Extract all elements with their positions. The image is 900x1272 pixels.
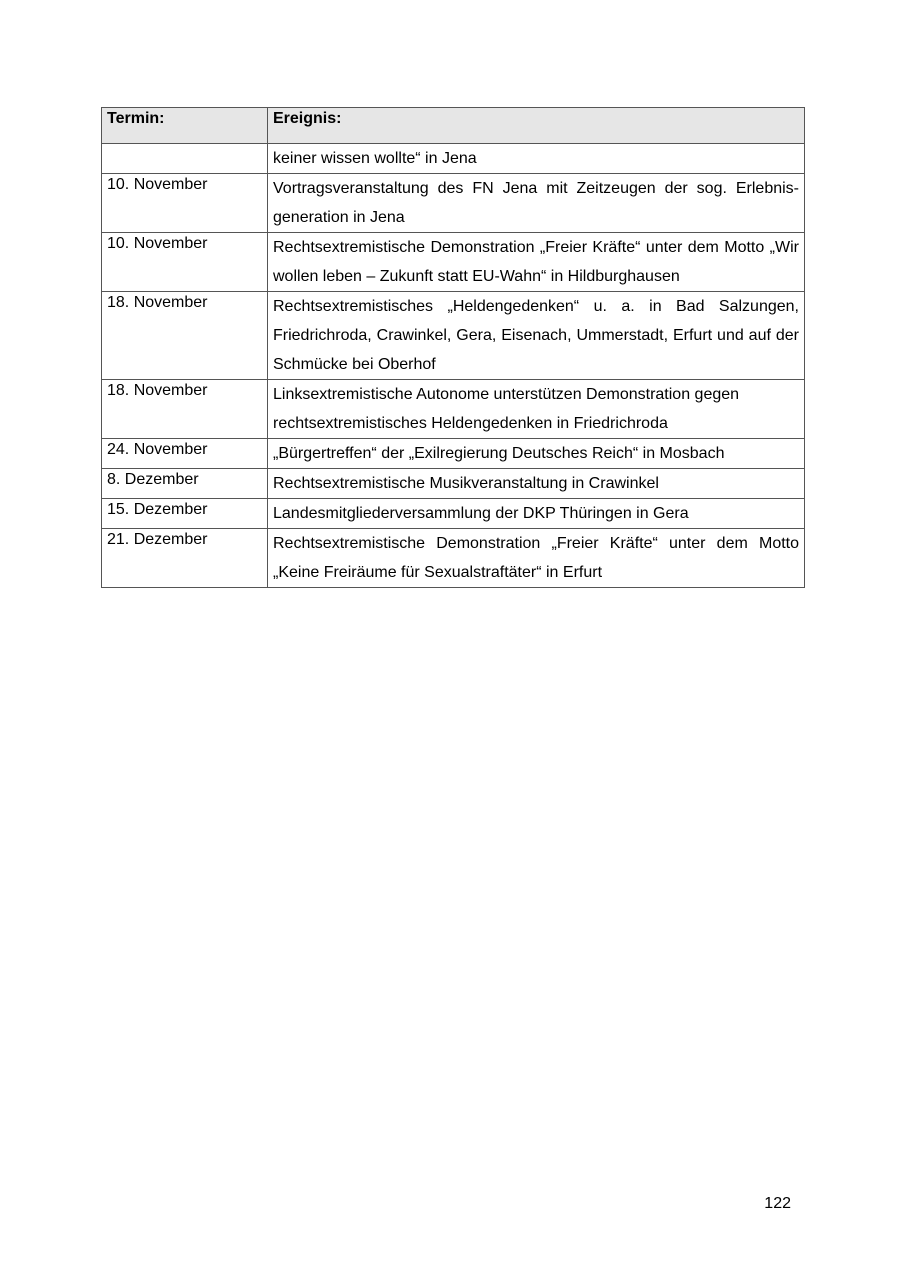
header-event: Ereignis: — [268, 108, 805, 144]
row-date: 18. November — [102, 380, 268, 439]
table-row — [102, 380, 805, 439]
row-event: „Bürgertreffen“ der „Exilregierung Deutsches Reich“ in Mosbach — [268, 439, 805, 469]
row-date: 10. November — [102, 174, 268, 233]
row-date: 21. Dezember — [102, 529, 268, 588]
row-date: 18. November — [102, 292, 268, 380]
table-row — [102, 439, 805, 469]
table-row — [102, 233, 805, 292]
table-header-row — [102, 108, 805, 144]
table-row — [102, 174, 805, 233]
table-row — [102, 529, 805, 588]
row-event: Rechtsextremistische Demonstration „Freier Kräfte“ unter dem Motto „Keine Freiräume für Sexualstraftäter“ in Erfurt — [268, 529, 805, 588]
row-event: Linksextremistische Autonome unterstützen Demonstration gegen rechtsextremistisches Heldengedenken in Friedrichroda — [268, 380, 805, 439]
table-row — [102, 469, 805, 499]
row-date: 15. Dezember — [102, 499, 268, 529]
table-row — [102, 292, 805, 380]
row-date: 24. November — [102, 439, 268, 469]
events-table — [101, 107, 805, 588]
row-date — [102, 144, 268, 174]
row-date: 8. Dezember — [102, 469, 268, 499]
row-event: Vortragsveranstaltung des FN Jena mit Zeitzeugen der sog. Erlebnis-generation in Jena — [268, 174, 805, 233]
row-event: Rechtsextremistische Demonstration „Freier Kräfte“ unter dem Motto „Wir wollen leben – Zukunft statt EU-Wahn“ in Hildburghausen — [268, 233, 805, 292]
row-event: keiner wissen wollte“ in Jena — [268, 144, 805, 174]
row-event: Landesmitgliederversammlung der DKP Thüringen in Gera — [268, 499, 805, 529]
table-row — [102, 499, 805, 529]
page-number: 122 — [764, 1195, 791, 1212]
table-row — [102, 144, 805, 174]
row-event: Rechtsextremistisches „Heldengedenken“ u. a. in Bad Salzungen, Friedrichroda, Crawinkel, Gera, Eisenach, Ummerstadt, Erfurt und auf der Schmücke bei Oberhof — [268, 292, 805, 380]
row-date: 10. November — [102, 233, 268, 292]
row-event: Rechtsextremistische Musikveranstaltung in Crawinkel — [268, 469, 805, 499]
header-date: Termin: — [102, 108, 268, 144]
